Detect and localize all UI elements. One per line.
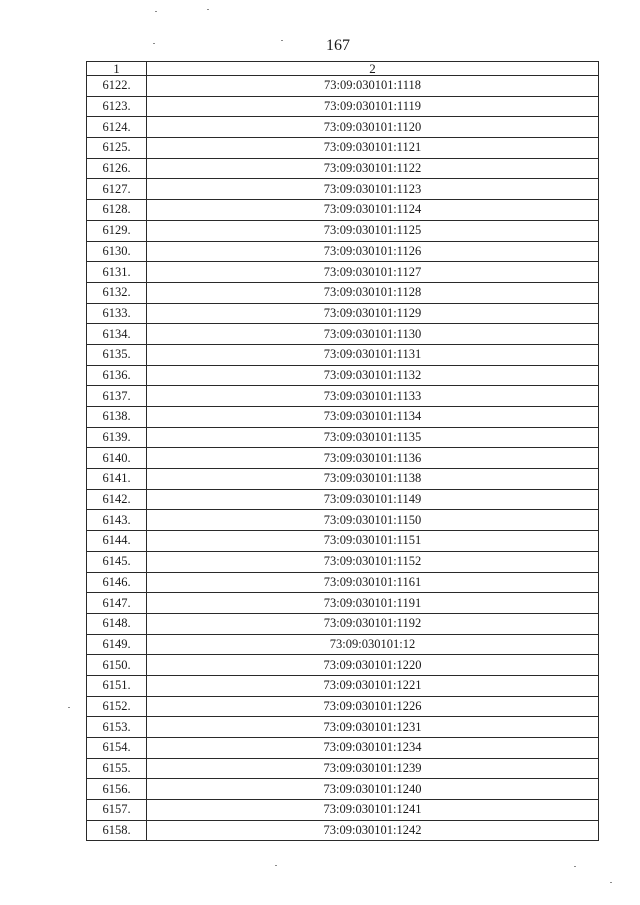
row-number-cell: 6140. (87, 448, 147, 469)
row-number-cell: 6128. (87, 200, 147, 221)
table-row (87, 365, 599, 386)
cadastral-number-cell: 73:09:030101:1128 (147, 282, 599, 303)
scan-speck (153, 43, 155, 44)
row-number-cell: 6147. (87, 593, 147, 614)
cadastral-number-cell: 73:09:030101:1122 (147, 158, 599, 179)
cadastral-number-cell: 73:09:030101:1119 (147, 96, 599, 117)
table-row (87, 407, 599, 428)
row-number-cell: 6144. (87, 531, 147, 552)
row-number-cell: 6142. (87, 489, 147, 510)
row-number-cell: 6158. (87, 820, 147, 841)
row-number-cell: 6145. (87, 551, 147, 572)
scan-speck (207, 9, 209, 10)
cadastral-number-cell: 73:09:030101:12 (147, 634, 599, 655)
table-row (87, 158, 599, 179)
table-row (87, 262, 599, 283)
row-number-cell: 6156. (87, 779, 147, 800)
table-row (87, 386, 599, 407)
table-row (87, 551, 599, 572)
cadastral-number-cell: 73:09:030101:1118 (147, 76, 599, 97)
cadastral-number-cell: 73:09:030101:1134 (147, 407, 599, 428)
cadastral-number-cell: 73:09:030101:1121 (147, 138, 599, 159)
cadastral-number-cell: 73:09:030101:1151 (147, 531, 599, 552)
cadastral-number-cell: 73:09:030101:1125 (147, 220, 599, 241)
row-number-cell: 6141. (87, 469, 147, 490)
table-row (87, 489, 599, 510)
row-number-cell: 6157. (87, 800, 147, 821)
row-number-cell: 6149. (87, 634, 147, 655)
cadastral-number-cell: 73:09:030101:1130 (147, 324, 599, 345)
cadastral-number-cell: 73:09:030101:1124 (147, 200, 599, 221)
table-row (87, 179, 599, 200)
row-number-cell: 6132. (87, 282, 147, 303)
cadastral-number-cell: 73:09:030101:1138 (147, 469, 599, 490)
row-number-cell: 6135. (87, 344, 147, 365)
table-row (87, 779, 599, 800)
row-number-cell: 6152. (87, 696, 147, 717)
scan-speck (275, 865, 277, 866)
table-row (87, 613, 599, 634)
cadastral-number-cell: 73:09:030101:1241 (147, 800, 599, 821)
table-row (87, 200, 599, 221)
cadastral-number-cell: 73:09:030101:1161 (147, 572, 599, 593)
cadastral-number-cell: 73:09:030101:1220 (147, 655, 599, 676)
scan-speck (68, 707, 70, 708)
row-number-cell: 6150. (87, 655, 147, 676)
cadastral-number-cell: 73:09:030101:1226 (147, 696, 599, 717)
cadastral-number-cell: 73:09:030101:1132 (147, 365, 599, 386)
registry-table (86, 61, 599, 841)
table-row (87, 696, 599, 717)
table-row (87, 510, 599, 531)
table-row (87, 96, 599, 117)
cadastral-number-cell: 73:09:030101:1240 (147, 779, 599, 800)
row-number-cell: 6122. (87, 76, 147, 97)
row-number-cell: 6129. (87, 220, 147, 241)
table-row (87, 634, 599, 655)
table-row (87, 738, 599, 759)
table-row (87, 531, 599, 552)
row-number-cell: 6133. (87, 303, 147, 324)
table-row (87, 344, 599, 365)
header-row (87, 62, 599, 76)
cadastral-number-cell: 73:09:030101:1242 (147, 820, 599, 841)
table-row (87, 138, 599, 159)
cadastral-number-cell: 73:09:030101:1149 (147, 489, 599, 510)
table-row (87, 469, 599, 490)
table-body (87, 76, 599, 841)
table-row (87, 427, 599, 448)
cadastral-number-cell: 73:09:030101:1234 (147, 738, 599, 759)
table-row (87, 675, 599, 696)
row-number-cell: 6137. (87, 386, 147, 407)
row-number-cell: 6130. (87, 241, 147, 262)
row-number-cell: 6151. (87, 675, 147, 696)
cadastral-number-cell: 73:09:030101:1129 (147, 303, 599, 324)
scan-speck (610, 882, 612, 883)
scan-speck (155, 11, 157, 12)
scan-speck (574, 866, 576, 867)
row-number-cell: 6123. (87, 96, 147, 117)
cadastral-number-cell: 73:09:030101:1192 (147, 613, 599, 634)
row-number-cell: 6126. (87, 158, 147, 179)
cadastral-number-cell: 73:09:030101:1191 (147, 593, 599, 614)
scan-speck (281, 40, 283, 41)
row-number-cell: 6124. (87, 117, 147, 138)
cadastral-number-cell: 73:09:030101:1127 (147, 262, 599, 283)
table-row (87, 717, 599, 738)
table-row (87, 572, 599, 593)
row-number-cell: 6125. (87, 138, 147, 159)
table-row (87, 241, 599, 262)
page-number: 167 (326, 37, 350, 54)
row-number-cell: 6143. (87, 510, 147, 531)
cadastral-number-cell: 73:09:030101:1231 (147, 717, 599, 738)
table-row (87, 324, 599, 345)
row-number-cell: 6154. (87, 738, 147, 759)
row-number-cell: 6155. (87, 758, 147, 779)
row-number-cell: 6131. (87, 262, 147, 283)
cadastral-number-cell: 73:09:030101:1120 (147, 117, 599, 138)
table-row (87, 593, 599, 614)
row-number-cell: 6146. (87, 572, 147, 593)
cadastral-number-cell: 73:09:030101:1136 (147, 448, 599, 469)
table-row (87, 282, 599, 303)
cadastral-number-cell: 73:09:030101:1239 (147, 758, 599, 779)
cadastral-number-cell: 73:09:030101:1150 (147, 510, 599, 531)
table-row (87, 220, 599, 241)
column-header-number: 1 (87, 62, 147, 76)
table-row (87, 117, 599, 138)
cadastral-number-cell: 73:09:030101:1131 (147, 344, 599, 365)
row-number-cell: 6148. (87, 613, 147, 634)
table-row (87, 448, 599, 469)
table-row (87, 800, 599, 821)
row-number-cell: 6138. (87, 407, 147, 428)
cadastral-number-cell: 73:09:030101:1126 (147, 241, 599, 262)
column-header-cadastral-number: 2 (147, 62, 599, 76)
table-row (87, 303, 599, 324)
row-number-cell: 6136. (87, 365, 147, 386)
cadastral-number-cell: 73:09:030101:1221 (147, 675, 599, 696)
table-row (87, 820, 599, 841)
table-row (87, 758, 599, 779)
cadastral-number-cell: 73:09:030101:1135 (147, 427, 599, 448)
row-number-cell: 6139. (87, 427, 147, 448)
row-number-cell: 6153. (87, 717, 147, 738)
table-row (87, 655, 599, 676)
cadastral-number-cell: 73:09:030101:1133 (147, 386, 599, 407)
cadastral-number-cell: 73:09:030101:1152 (147, 551, 599, 572)
row-number-cell: 6127. (87, 179, 147, 200)
table-row (87, 76, 599, 97)
row-number-cell: 6134. (87, 324, 147, 345)
cadastral-number-cell: 73:09:030101:1123 (147, 179, 599, 200)
